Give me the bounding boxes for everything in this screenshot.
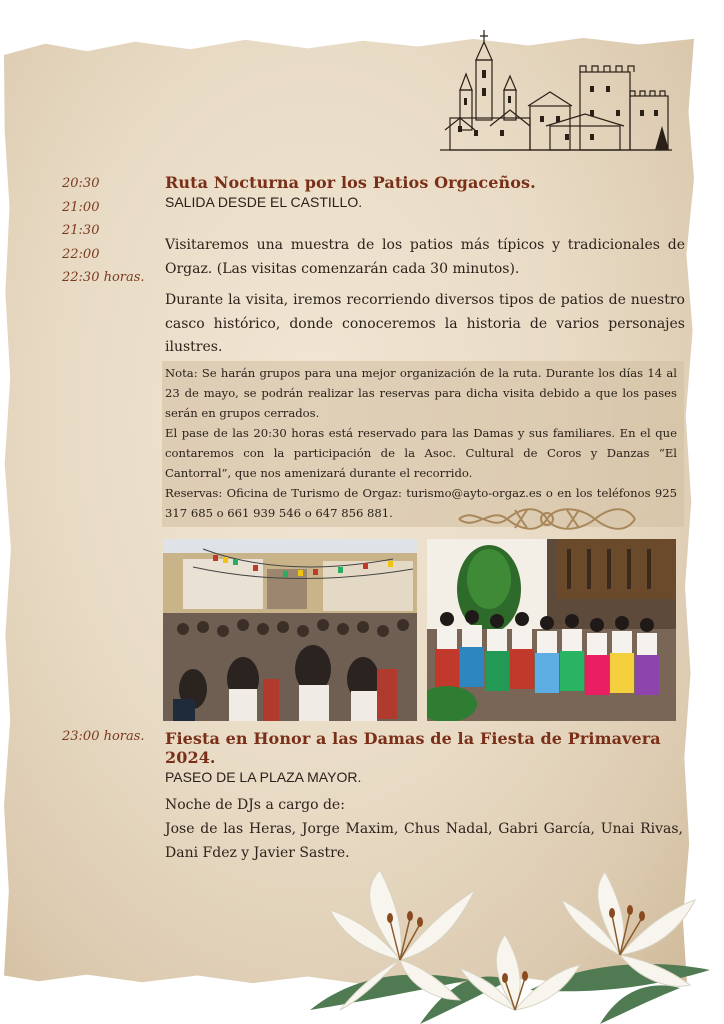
event1-title: Ruta Nocturna por los Patios Orgaceños. <box>165 173 536 192</box>
dancers-patio-photo <box>427 539 676 721</box>
event1-description: Visitaremos una muestra de los patios más típicos y tradicionales de Orgaz. (Las visitas comenzarán cada 30 minutos). <box>165 237 685 277</box>
event2-subtitle: PASEO DE LA PLAZA MAYOR. <box>165 769 362 785</box>
plaza-crowd-photo <box>163 539 417 721</box>
time-slot: 21:00 <box>62 199 100 215</box>
event1-visit-details: Durante la visita, iremos recorriendo diversos tipos de patios de nuestro casco histórico, donde conoceremos la historia de varios personajes ilustres. <box>165 292 685 355</box>
note-groups: Nota: Se harán grupos para una mejor organización de la ruta. Durante los días 14 al 23 de mayo, se podrán realizar las reservas para dicha visita debido a que los pases serán en grupos cerrados. <box>165 366 677 420</box>
event2-title: Fiesta en Honor a las Damas de la Fiesta de Primavera 2024. <box>165 729 661 767</box>
event2-header <box>165 729 685 785</box>
event1-subtitle: SALIDA DESDE EL CASTILLO. <box>165 194 363 210</box>
castle-sketch-illustration <box>440 30 672 154</box>
event1-time-list <box>62 172 145 290</box>
note-reserved-pass: El pase de las 20:30 horas está reservado para las Damas y sus familiares. En el que contaremos con la participación de la Asoc. Cultural de Coros y Danzas “El Cantorral”, que nos amenizará durante el recorrido. <box>165 426 677 480</box>
event2-dj-intro: Noche de DJs a cargo de: <box>165 797 345 813</box>
lily-flowers-illustration <box>300 860 720 1024</box>
time-slot: 22:00 <box>62 246 100 262</box>
time-slot: 20:30 <box>62 176 100 191</box>
event1-header <box>165 173 685 210</box>
event1-notes <box>165 363 677 523</box>
time-slot: 22:30 horas. <box>62 270 145 285</box>
time-slot: 21:30 <box>62 223 100 238</box>
event2-time: 23:00 horas. <box>62 729 145 744</box>
event2-dj-names: Jose de las Heras, Jorge Maxim, Chus Nadal, Gabri García, Unai Rivas, Dani Fdez y Javier Sastre. <box>165 821 683 861</box>
ornament-divider-icon <box>455 504 639 534</box>
note-reservations: Reservas: Oficina de Turismo de Orgaz: turismo@ayto-orgaz.es o en los teléfonos 925 317 685 o 661 939 546 o 647 856 881. <box>165 486 677 520</box>
